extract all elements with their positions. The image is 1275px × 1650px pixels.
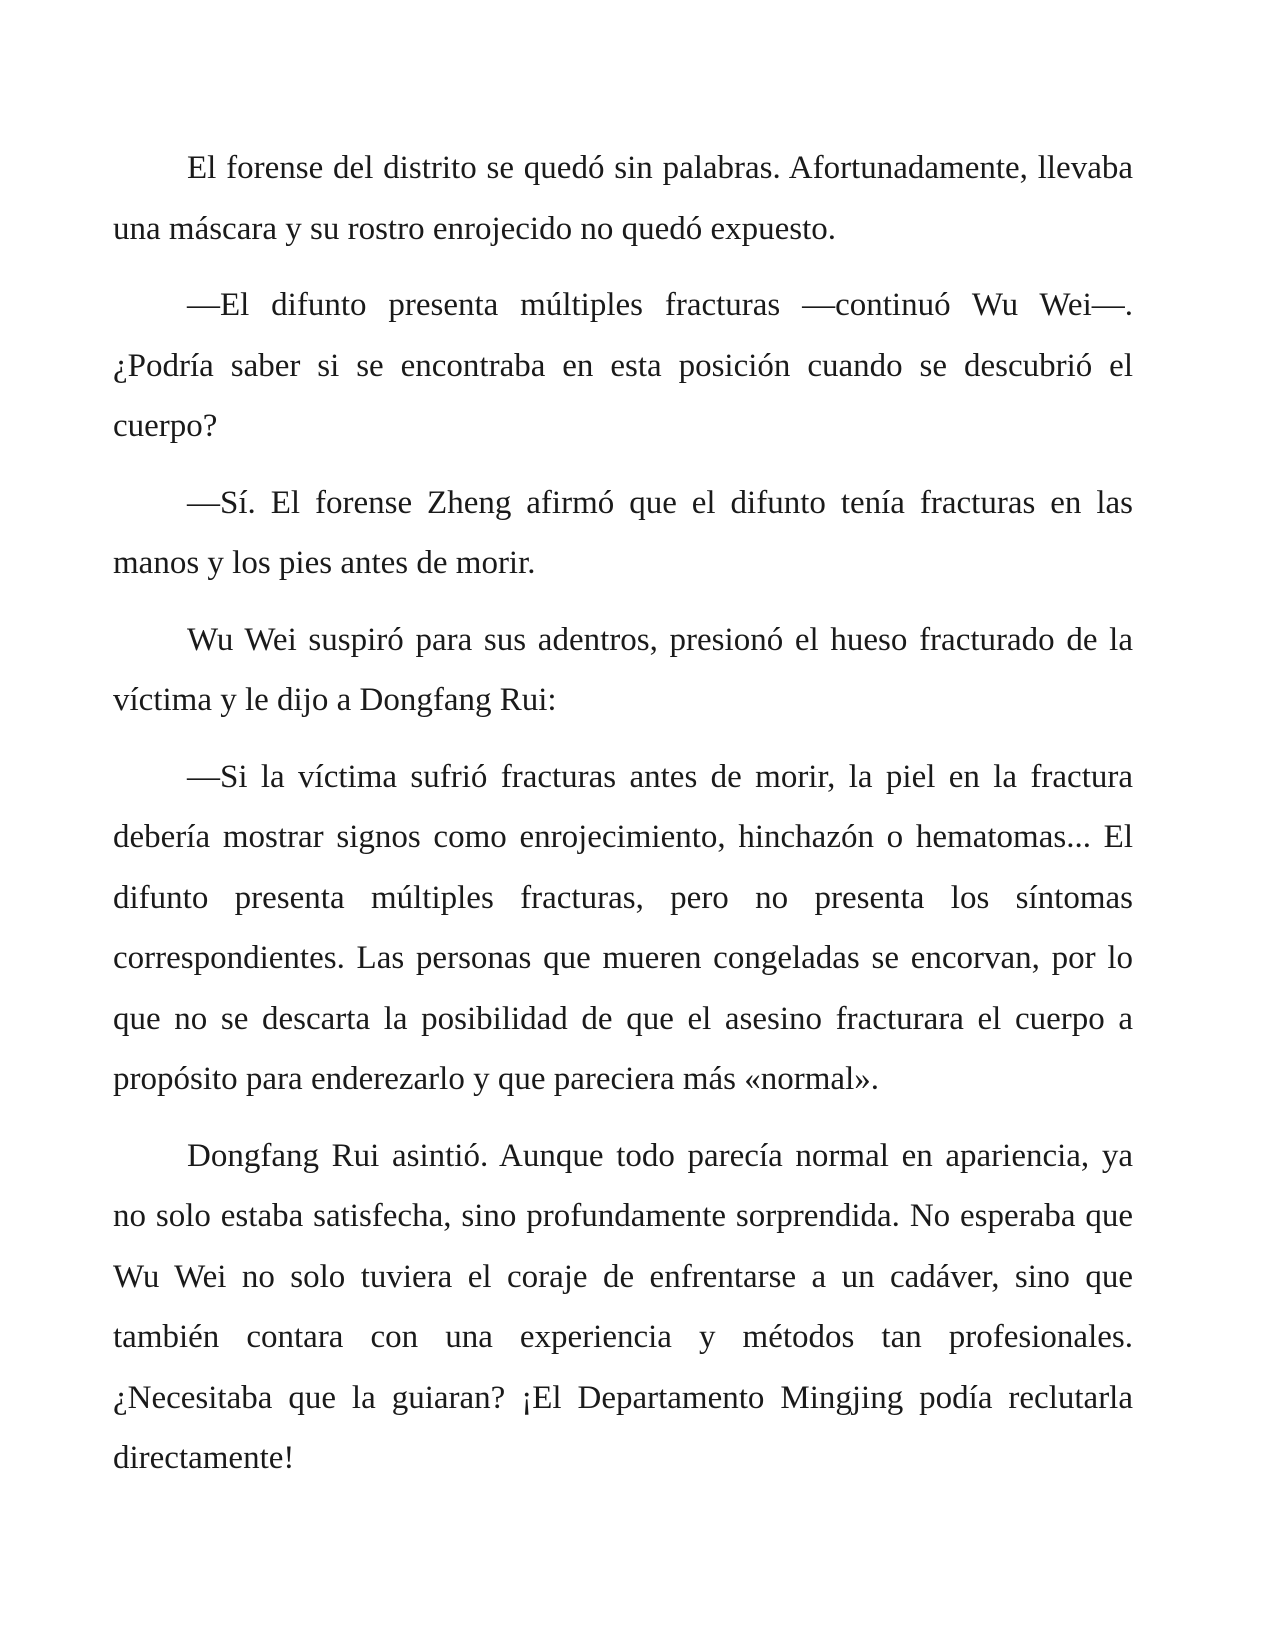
paragraph: —Sí. El forense Zheng afirmó que el difunto tenía fracturas en las manos y los pies antes de morir. [113,484,1133,581]
paragraph: —Si la víctima sufrió fracturas antes de morir, la piel en la fractura debería mostrar signos como enrojecimiento, hinchazón o hematomas... El difunto presenta múltiples fracturas, pero no presenta los síntomas correspondientes. Las personas que mueren congeladas se encorvan, por lo que no se descarta la posibilidad de que el asesino fracturara el cuerpo a propósito para enderezarlo y que pareciera más «normal». [113,758,1133,1097]
paragraph: Wu Wei suspiró para sus adentros, presionó el hueso fracturado de la víctima y le dijo a Dongfang Rui: [113,621,1133,718]
paragraph: El forense del distrito se quedó sin palabras. Afortunadamente, llevaba una máscara y su rostro enrojecido no quedó expuesto. [113,150,1133,247]
paragraph: Dongfang Rui asintió. Aunque todo parecía normal en apariencia, ya no solo estaba satisfecha, sino profundamente sorprendida. No esperaba que Wu Wei no solo tuviera el coraje de enfrentarse a un cadáver, sino que también contara con una experiencia y métodos tan profesionales. ¿Necesitaba que la guiaran? ¡El Departamento Mingjing podía reclutarla directamente! [113,1137,1133,1476]
document-page [113,138,1133,1505]
paragraph: —El difunto presenta múltiples fracturas —continuó Wu Wei—. ¿Podría saber si se encontraba en esta posición cuando se descubrió el cuerpo? [113,287,1133,444]
